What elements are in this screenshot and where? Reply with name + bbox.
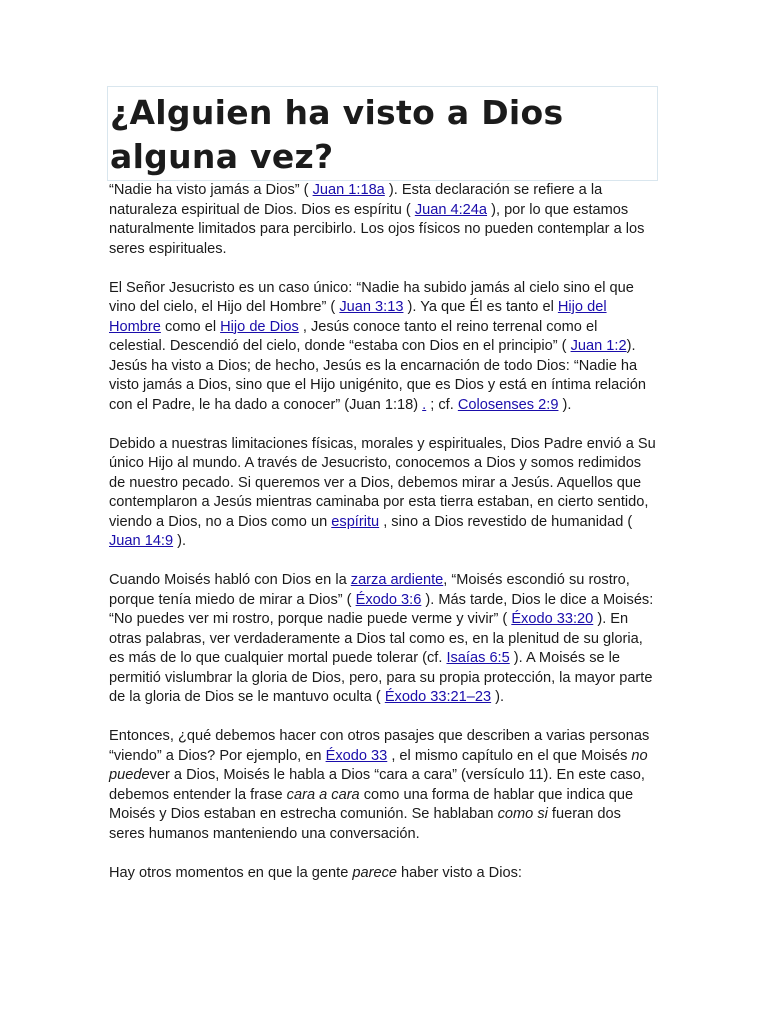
link-exodo-33[interactable]: Éxodo 33 [325, 747, 388, 764]
paragraph-6 [109, 864, 657, 884]
link-exodo-33-20[interactable]: Éxodo 33:20 [511, 611, 594, 627]
page-title: ¿Alguien ha visto a Dios alguna vez? [110, 93, 564, 176]
link-espiritu[interactable]: espíritu [331, 513, 380, 530]
text: El Señor Jesucristo es un caso único: “Nadie ha subido jamás al cielo sino el que vino del cielo, el Hijo del Hombre” ( [109, 279, 634, 315]
emphasis: como si [497, 806, 548, 822]
article [109, 86, 657, 883]
text: ). [173, 533, 187, 549]
title-box [107, 86, 658, 181]
emphasis: no puede [109, 747, 648, 783]
text: ). [491, 689, 505, 705]
paragraph-3 [109, 435, 657, 552]
text: como una forma de hablar que indica que Moisés y Dios estaban en estrecha comunión. Se hablaban [109, 786, 634, 822]
text: ). [558, 396, 572, 413]
link-dot[interactable]: . [422, 396, 427, 413]
paragraph-4 [109, 571, 657, 708]
link-zarza-ardiente[interactable]: zarza ardiente [350, 572, 444, 588]
text: , sino a Dios revestido de humanidad ( [379, 513, 633, 530]
link-colosenses-2-9[interactable]: Colosenses 2:9 [457, 396, 559, 413]
link-hijo-del-hombre[interactable]: Hijo del Hombre [109, 299, 607, 335]
text: ). En otras palabras, ver verdaderamente a Dios tal como es, en la plenitud de su gloria, es más de lo que cualquier mortal puede tolerar (cf. [109, 611, 643, 666]
link-hijo-de-dios[interactable]: Hijo de Dios [220, 318, 299, 335]
text: haber visto a Dios: [397, 864, 522, 881]
link-exodo-3-6[interactable]: Éxodo 3:6 [355, 591, 422, 608]
emphasis: cara a cara [286, 786, 360, 803]
text: ). A Moisés se le permitió vislumbrar la gloria de Dios, pero, para su propia protección, la mayor parte de la gloria de Dios se le mantuvo oculta ( [109, 650, 653, 705]
link-juan-3-13[interactable]: Juan 3:13 [339, 299, 404, 315]
link-isaias-6-5[interactable]: Isaías 6:5 [446, 650, 510, 666]
text: Debido a nuestras limitaciones físicas, morales y espirituales, Dios Padre envió a Su único Hijo al mundo. A través de Jesucristo, conocemos a Dios y somos redimidos de nuestro pecado. Si queremos ver a Dios, debemos mirar a Jesús. Aquellos que contemplaron a Jesús mientras caminaba por esta tierra estaban, en cierto sentido, viendo a Dios, no a Dios como un [109, 435, 656, 530]
text: fueran dos seres humanos manteniendo una conversación. [109, 806, 621, 842]
paragraph-5 [109, 727, 657, 844]
text: “Nadie ha visto jamás a Dios” ( [109, 182, 313, 198]
text: como el [160, 318, 221, 335]
text: Hay otros momentos en que la gente [109, 864, 353, 881]
text: ; cf. [426, 396, 458, 413]
link-juan-4-24a[interactable]: Juan 4:24a [414, 201, 488, 218]
text: ), por lo que estamos naturalmente limitados para percibirlo. Los ojos físicos no pueden contemplar a los seres espirituales. [109, 201, 645, 257]
text: , “Moisés escondió su rostro, porque tenía miedo de mirar a Dios” ( [109, 572, 630, 608]
link-juan-1-18a[interactable]: Juan 1:18a [312, 182, 385, 198]
text: ). Más tarde, Dios le dice a Moisés: “No puedes ver mi rostro, porque nadie puede verme y vivir” ( [109, 591, 654, 627]
paragraph-2 [109, 279, 657, 416]
link-juan-14-9[interactable]: Juan 14:9 [109, 533, 174, 549]
text: ). Esta declaración se refiere a la naturaleza espiritual de Dios. Dios es espíritu ( [109, 182, 603, 218]
text: ). Jesús ha visto a Dios; de hecho, Jesús es la encarnación de todo Dios: “Nadie ha visto jamás a Dios, sino que el Hijo unigénito, que es Dios y está en íntima relación con el Padre, le ha dado a conocer” (Juan 1:18) [109, 338, 647, 413]
text: ver a Dios, Moisés le habla a Dios “cara a cara” (versículo 11). En este caso, debemos entender la frase [109, 767, 645, 803]
text: Cuando Moisés habló con Dios en la [109, 572, 351, 588]
emphasis: parece [352, 864, 397, 881]
paragraph-1 [109, 181, 657, 259]
text: ). Ya que Él es tanto el [403, 299, 558, 315]
text: , el mismo capítulo en el que Moisés [387, 747, 632, 764]
text: Entonces, ¿qué debemos hacer con otros pasajes que describen a varias personas “viendo” a Dios? Por ejemplo, en [109, 728, 650, 764]
link-exodo-33-21-23[interactable]: Éxodo 33:21–23 [384, 689, 492, 705]
text: , Jesús conoce tanto el reino terrenal como el celestial. Descendió del cielo, donde “estaba con Dios en el principio” ( [109, 318, 598, 354]
link-juan-1-2[interactable]: Juan 1:2 [570, 338, 627, 354]
